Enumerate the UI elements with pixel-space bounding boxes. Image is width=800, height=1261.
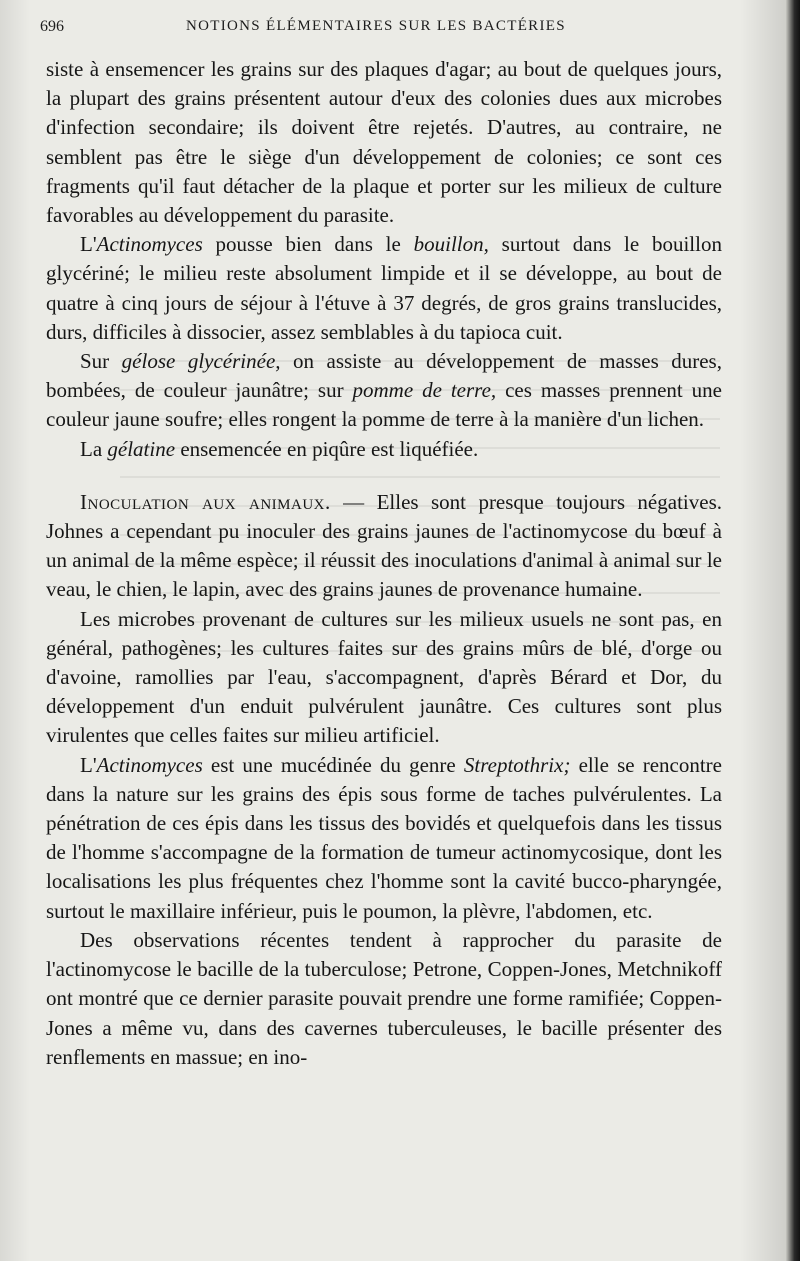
paragraph-8: Des observations récentes tendent à rapprocher du parasite de l'actinomycose le bacille de la tuberculose; Petrone, Coppen-Jones, Metchnikoff ont montré que ce dernier parasite pouvait prendre une forme ramifiée; Coppen-Jones a même vu, dans des cavernes tuberculeuses, le bacille présenter des renflements en massue; en ino-: [46, 927, 722, 1069]
paragraph-6: Les microbes provenant de cultures sur les milieux usuels ne sont pas, en général, pathogènes; les cultures faites sur des grains mûrs de blé, d'orge ou d'avoine, ramollies par l'eau, s'accompagnent, d'après Bérard et Dor, du développement d'un enduit pulvérulent jaunâtre. Ces cultures sont plus virulentes que celles faites sur milieu artificiel.: [46, 606, 722, 748]
paragraph-5: [46, 488, 722, 605]
paragraph-4: [46, 435, 722, 464]
page-header: [40, 14, 730, 44]
medium-name: gélose glycérinée,: [121, 349, 281, 374]
running-title: NOTIONS ÉLÉMENTAIRES SUR LES BACTÉRIES: [186, 18, 566, 34]
paragraph-2: [46, 230, 722, 347]
medium-name: bouillon,: [413, 232, 489, 257]
paragraph-1: siste à ensemencer les grains sur des plaques d'agar; au bout de quelques jours, la plupart des grains présentent autour d'eux des colonies dues aux microbes d'infection secondaire; ils doivent être rejetés. D'autres, au contraire, ne semblent pas être le siège d'un développement de colonies; ce sont ces fragments qu'il faut détacher de la plaque et porter sur les milieux de culture favorables au développement du parasite.: [46, 57, 722, 228]
genus-name: Actinomyces: [96, 752, 203, 777]
paragraph-7-part: elle se rencontre dans la nature sur les grains des épis sous forme de taches pulvérulentes. La pénétration de ces épis dans les tissus des bovidés et quelquefois dans les tissus de l'homme s'accompagne de la formation de tumeur actinomycosique, dont les localisations les plus fréquentes chez l'homme sont la cavité bucco-pharyngée, surtout le maxillaire inférieur, puis le poumon, la plèvre, l'abdomen, etc.: [46, 752, 722, 923]
paragraph-7: [46, 751, 722, 926]
paragraph-4-part: ensemencée en piqûre est liquéfiée.: [175, 436, 479, 461]
page-number: 696: [40, 18, 64, 35]
genus-name: Streptothrix;: [463, 752, 571, 777]
paragraph-2-part: surtout dans le bouillon glycériné; le milieu reste absolument limpide et il se développe, au bout de quatre à cinq jours de séjour à l'étuve à 37 degrés, de gros grains translucides, durs, difficiles à dissocier, assez semblables à du tapioca cuit.: [46, 232, 722, 344]
paragraph-3-part: ces masses prennent une couleur jaune soufre; elles rongent la pomme de terre à la manière d'un lichen.: [46, 378, 722, 432]
paragraph-5-text: — Elles sont presque toujours négatives. Johnes a cependant pu inoculer des grains jaunes de l'actinomycose du bœuf à un animal de la même espèce; il réussit des inoculations d'animal à animal sur le veau, le chien, le lapin, avec des grains jaunes de provenance humaine.: [46, 489, 722, 602]
paragraph-3-part: on assiste au développement de masses dures, bombées, de couleur jaunâtre; sur: [46, 349, 722, 403]
paragraph-2-part: pousse bien dans le: [202, 232, 414, 257]
medium-name: pomme de terre,: [352, 378, 497, 403]
paragraph-3: [46, 347, 722, 435]
paragraph-7-part: est une mucédinée du genre: [202, 752, 464, 777]
paragraph-7-part: L': [80, 752, 97, 777]
paragraph-2-part: L': [80, 232, 97, 257]
body-text: [46, 55, 722, 1072]
medium-name: gélatine: [107, 436, 176, 461]
paragraph-4-part: La: [80, 436, 108, 461]
genus-name: Actinomyces: [96, 232, 203, 257]
paragraph-3-part: Sur: [80, 349, 122, 374]
section-heading: Inoculation aux animaux.: [80, 489, 331, 514]
page-edge-shadow: [786, 0, 800, 1261]
